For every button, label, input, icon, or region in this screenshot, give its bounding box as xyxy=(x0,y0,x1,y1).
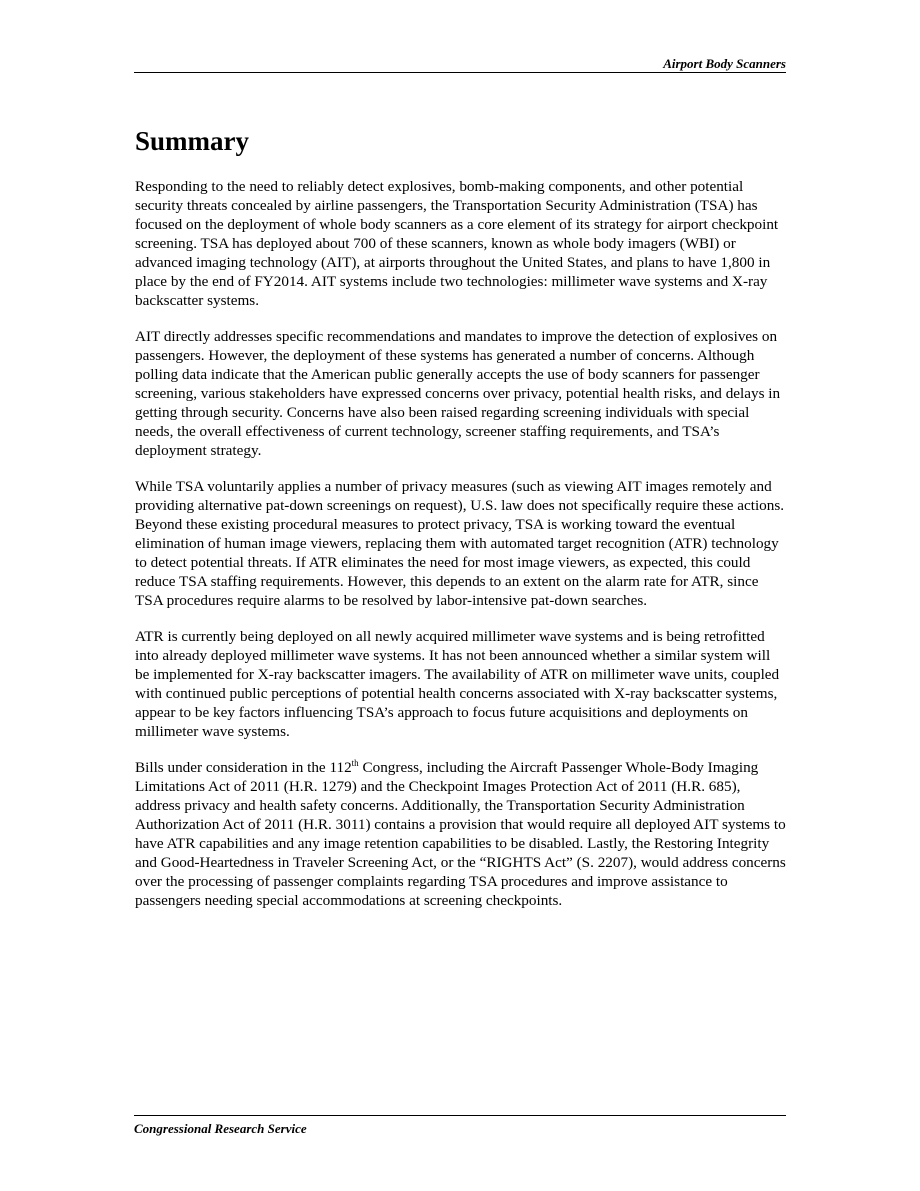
summary-paragraph-5 xyxy=(135,758,787,910)
ordinal-superscript: th xyxy=(351,758,359,768)
running-footer xyxy=(134,1115,786,1137)
paragraph-5-lead: Bills under consideration in the 112 xyxy=(135,759,352,776)
paragraph-5-rest: Congress, including the Aircraft Passenger Whole-Body Imaging Limitations Act of 2011 (H.R. 1279) and the Checkpoint Images Protection Act of 2011 (H.R. 685), address privacy and health safety concerns. Additionally, the Transportation Security Administration Authorization Act of 2011 (H.R. 3011) contains a provision that would require all deployed AIT systems to have ATR capabilities and any image retention capabilities to be disabled. Lastly, the Restoring Integrity and Good-Heartedness in Traveler Screening Act, or the “RIGHTS Act” (S. 2207), would address concerns over the processing of passenger complaints regarding TSA procedures and improve assistance to passengers needing special accommodations at screening checkpoints. xyxy=(135,759,786,909)
page-title: Summary xyxy=(135,126,249,156)
summary-paragraph-2: AIT directly addresses specific recommendations and mandates to improve the detection of explosives on passengers. However, the deployment of these systems has generated a number of concerns. Although polling data indicate that the American public generally accepts the use of body scanners for passenger screening, various stakeholders have expressed concerns over privacy, potential health risks, and delays in getting through security. Concerns have also been raised regarding screening individuals with special needs, the overall effectiveness of current technology, screener staffing requirements, and TSA’s deployment strategy. xyxy=(135,328,781,459)
summary-paragraph-4: ATR is currently being deployed on all newly acquired millimeter wave systems and is being retrofitted into already deployed millimeter wave systems. It has not been announced whether a similar system will be implemented for X-ray backscatter imagers. The availability of ATR on millimeter wave units, coupled with continued public perceptions of potential health concerns associated with X-ray backscatter systems, appear to be key factors influencing TSA’s approach to focus future acquisitions and deployments on millimeter wave systems. xyxy=(135,628,780,740)
summary-paragraph-3: While TSA voluntarily applies a number of privacy measures (such as viewing AIT images remotely and providing alternative pat-down screenings on request), U.S. law does not specifically require these actions. Beyond these existing procedural measures to protect privacy, TSA is working toward the eventual elimination of human image viewers, replacing them with automated target recognition (ATR) technology to detect potential threats. If ATR eliminates the need for most image viewers, as expected, this could reduce TSA staffing requirements. However, this depends to an extent on the alarm rate for ATR, since TSA procedures require alarms to be resolved by labor-intensive pat-down searches. xyxy=(135,478,785,609)
summary-paragraph-1: Responding to the need to reliably detect explosives, bomb-making components, and other potential security threats concealed by airline passengers, the Transportation Security Administration (TSA) has focused on the deployment of whole body scanners as a core element of its strategy for airport checkpoint screening. TSA has deployed about 700 of these scanners, known as whole body imagers (WBI) or advanced imaging technology (AIT), at airports throughout the United States, and plans to have 1,800 in place by the end of FY2014. AIT systems include two technologies: millimeter wave systems and X-ray backscatter systems. xyxy=(135,178,779,309)
document-body xyxy=(135,124,787,910)
footer-source: Congressional Research Service xyxy=(134,1121,307,1136)
running-header xyxy=(134,56,786,73)
running-header-title: Airport Body Scanners xyxy=(663,56,786,71)
